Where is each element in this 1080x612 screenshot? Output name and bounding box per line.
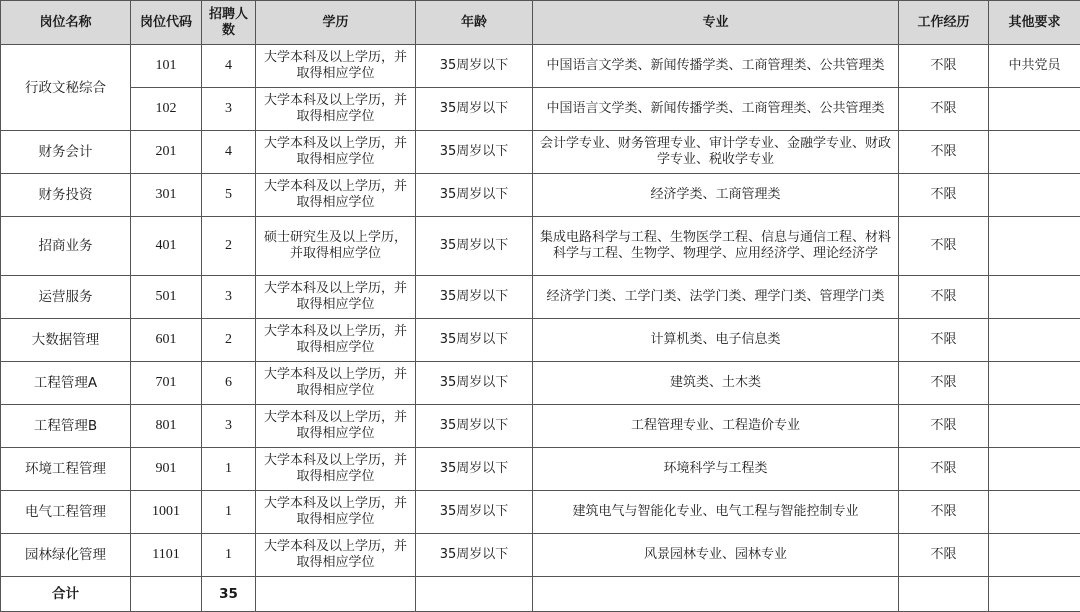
experience-req: 不限 xyxy=(899,131,989,174)
education-req: 大学本科及以上学历，并取得相应学位 xyxy=(256,276,416,319)
position-code: 101 xyxy=(131,45,202,88)
position-name: 园林绿化管理 xyxy=(1,534,131,577)
position-code: 801 xyxy=(131,405,202,448)
hire-count: 1 xyxy=(202,448,256,491)
age-req: 35周岁以下 xyxy=(416,362,533,405)
other-req xyxy=(989,217,1080,276)
table-row xyxy=(1,448,1080,491)
table-row xyxy=(1,276,1080,319)
age-req: 35周岁以下 xyxy=(416,217,533,276)
other-req xyxy=(989,276,1080,319)
table-row xyxy=(1,131,1080,174)
hire-count: 3 xyxy=(202,405,256,448)
position-name: 工程管理A xyxy=(1,362,131,405)
age-req: 35周岁以下 xyxy=(416,45,533,88)
education-req: 大学本科及以上学历，并取得相应学位 xyxy=(256,534,416,577)
table-row xyxy=(1,491,1080,534)
header-count: 招聘人数 xyxy=(202,1,256,45)
position-name: 电气工程管理 xyxy=(1,491,131,534)
hire-count: 2 xyxy=(202,319,256,362)
age-req: 35周岁以下 xyxy=(416,319,533,362)
education-req: 大学本科及以上学历，并取得相应学位 xyxy=(256,319,416,362)
age-req: 35周岁以下 xyxy=(416,491,533,534)
total-empty xyxy=(416,577,533,612)
position-name: 行政文秘综合 xyxy=(1,45,131,131)
hire-count: 3 xyxy=(202,276,256,319)
table-row xyxy=(1,217,1080,276)
table-row xyxy=(1,362,1080,405)
other-req xyxy=(989,534,1080,577)
table-row xyxy=(1,405,1080,448)
experience-req: 不限 xyxy=(899,319,989,362)
other-req xyxy=(989,319,1080,362)
position-name: 运营服务 xyxy=(1,276,131,319)
position-code: 401 xyxy=(131,217,202,276)
major-req: 建筑电气与智能化专业、电气工程与智能控制专业 xyxy=(533,491,899,534)
header-row xyxy=(1,1,1080,45)
major-req: 建筑类、土木类 xyxy=(533,362,899,405)
major-req: 计算机类、电子信息类 xyxy=(533,319,899,362)
major-req: 中国语言文学类、新闻传播学类、工商管理类、公共管理类 xyxy=(533,45,899,88)
experience-req: 不限 xyxy=(899,362,989,405)
age-req: 35周岁以下 xyxy=(416,276,533,319)
position-name: 工程管理B xyxy=(1,405,131,448)
total-count: 35 xyxy=(202,577,256,612)
experience-req: 不限 xyxy=(899,534,989,577)
total-empty xyxy=(899,577,989,612)
hire-count: 4 xyxy=(202,45,256,88)
other-req xyxy=(989,131,1080,174)
position-code: 1001 xyxy=(131,491,202,534)
hire-count: 2 xyxy=(202,217,256,276)
other-req xyxy=(989,88,1080,131)
table-row xyxy=(1,45,1080,88)
total-row xyxy=(1,577,1080,612)
header-experience: 工作经历 xyxy=(899,1,989,45)
position-name: 财务会计 xyxy=(1,131,131,174)
major-req: 中国语言文学类、新闻传播学类、工商管理类、公共管理类 xyxy=(533,88,899,131)
total-label: 合计 xyxy=(1,577,131,612)
major-req: 经济学门类、工学门类、法学门类、理学门类、管理学门类 xyxy=(533,276,899,319)
other-req xyxy=(989,448,1080,491)
age-req: 35周岁以下 xyxy=(416,131,533,174)
other-req xyxy=(989,174,1080,217)
header-name: 岗位名称 xyxy=(1,1,131,45)
education-req: 大学本科及以上学历，并取得相应学位 xyxy=(256,174,416,217)
position-code: 1101 xyxy=(131,534,202,577)
table-row xyxy=(1,88,1080,131)
position-name: 环境工程管理 xyxy=(1,448,131,491)
experience-req: 不限 xyxy=(899,276,989,319)
experience-req: 不限 xyxy=(899,217,989,276)
hire-count: 1 xyxy=(202,491,256,534)
position-code: 102 xyxy=(131,88,202,131)
education-req: 大学本科及以上学历，并取得相应学位 xyxy=(256,45,416,88)
hire-count: 3 xyxy=(202,88,256,131)
position-code: 201 xyxy=(131,131,202,174)
major-req: 风景园林专业、园林专业 xyxy=(533,534,899,577)
header-age: 年龄 xyxy=(416,1,533,45)
position-code: 301 xyxy=(131,174,202,217)
age-req: 35周岁以下 xyxy=(416,405,533,448)
hire-count: 1 xyxy=(202,534,256,577)
age-req: 35周岁以下 xyxy=(416,534,533,577)
hire-count: 6 xyxy=(202,362,256,405)
total-empty xyxy=(533,577,899,612)
experience-req: 不限 xyxy=(899,405,989,448)
major-req: 经济学类、工商管理类 xyxy=(533,174,899,217)
position-code: 901 xyxy=(131,448,202,491)
experience-req: 不限 xyxy=(899,88,989,131)
total-code-empty xyxy=(131,577,202,612)
experience-req: 不限 xyxy=(899,448,989,491)
education-req: 大学本科及以上学历，并取得相应学位 xyxy=(256,362,416,405)
table-row xyxy=(1,534,1080,577)
header-major: 专业 xyxy=(533,1,899,45)
total-empty xyxy=(256,577,416,612)
total-empty xyxy=(989,577,1080,612)
education-req: 大学本科及以上学历，并取得相应学位 xyxy=(256,491,416,534)
education-req: 大学本科及以上学历，并取得相应学位 xyxy=(256,131,416,174)
hire-count: 4 xyxy=(202,131,256,174)
education-req: 大学本科及以上学历，并取得相应学位 xyxy=(256,405,416,448)
experience-req: 不限 xyxy=(899,45,989,88)
experience-req: 不限 xyxy=(899,491,989,534)
header-code: 岗位代码 xyxy=(131,1,202,45)
position-name: 招商业务 xyxy=(1,217,131,276)
education-req: 大学本科及以上学历，并取得相应学位 xyxy=(256,448,416,491)
other-req: 中共党员 xyxy=(989,45,1080,88)
header-other: 其他要求 xyxy=(989,1,1080,45)
experience-req: 不限 xyxy=(899,174,989,217)
position-name: 大数据管理 xyxy=(1,319,131,362)
position-code: 601 xyxy=(131,319,202,362)
other-req xyxy=(989,405,1080,448)
position-code: 701 xyxy=(131,362,202,405)
age-req: 35周岁以下 xyxy=(416,88,533,131)
table-row xyxy=(1,174,1080,217)
major-req: 工程管理专业、工程造价专业 xyxy=(533,405,899,448)
table-row xyxy=(1,319,1080,362)
major-req: 会计学专业、财务管理专业、审计学专业、金融学专业、财政学专业、税收学专业 xyxy=(533,131,899,174)
position-code: 501 xyxy=(131,276,202,319)
education-req: 大学本科及以上学历，并取得相应学位 xyxy=(256,88,416,131)
age-req: 35周岁以下 xyxy=(416,448,533,491)
major-req: 环境科学与工程类 xyxy=(533,448,899,491)
age-req: 35周岁以下 xyxy=(416,174,533,217)
other-req xyxy=(989,491,1080,534)
hire-count: 5 xyxy=(202,174,256,217)
major-req: 集成电路科学与工程、生物医学工程、信息与通信工程、材料科学与工程、生物学、物理学、应用经济学、理论经济学 xyxy=(533,217,899,276)
other-req xyxy=(989,362,1080,405)
education-req: 硕士研究生及以上学历，并取得相应学位 xyxy=(256,217,416,276)
position-name: 财务投资 xyxy=(1,174,131,217)
header-education: 学历 xyxy=(256,1,416,45)
